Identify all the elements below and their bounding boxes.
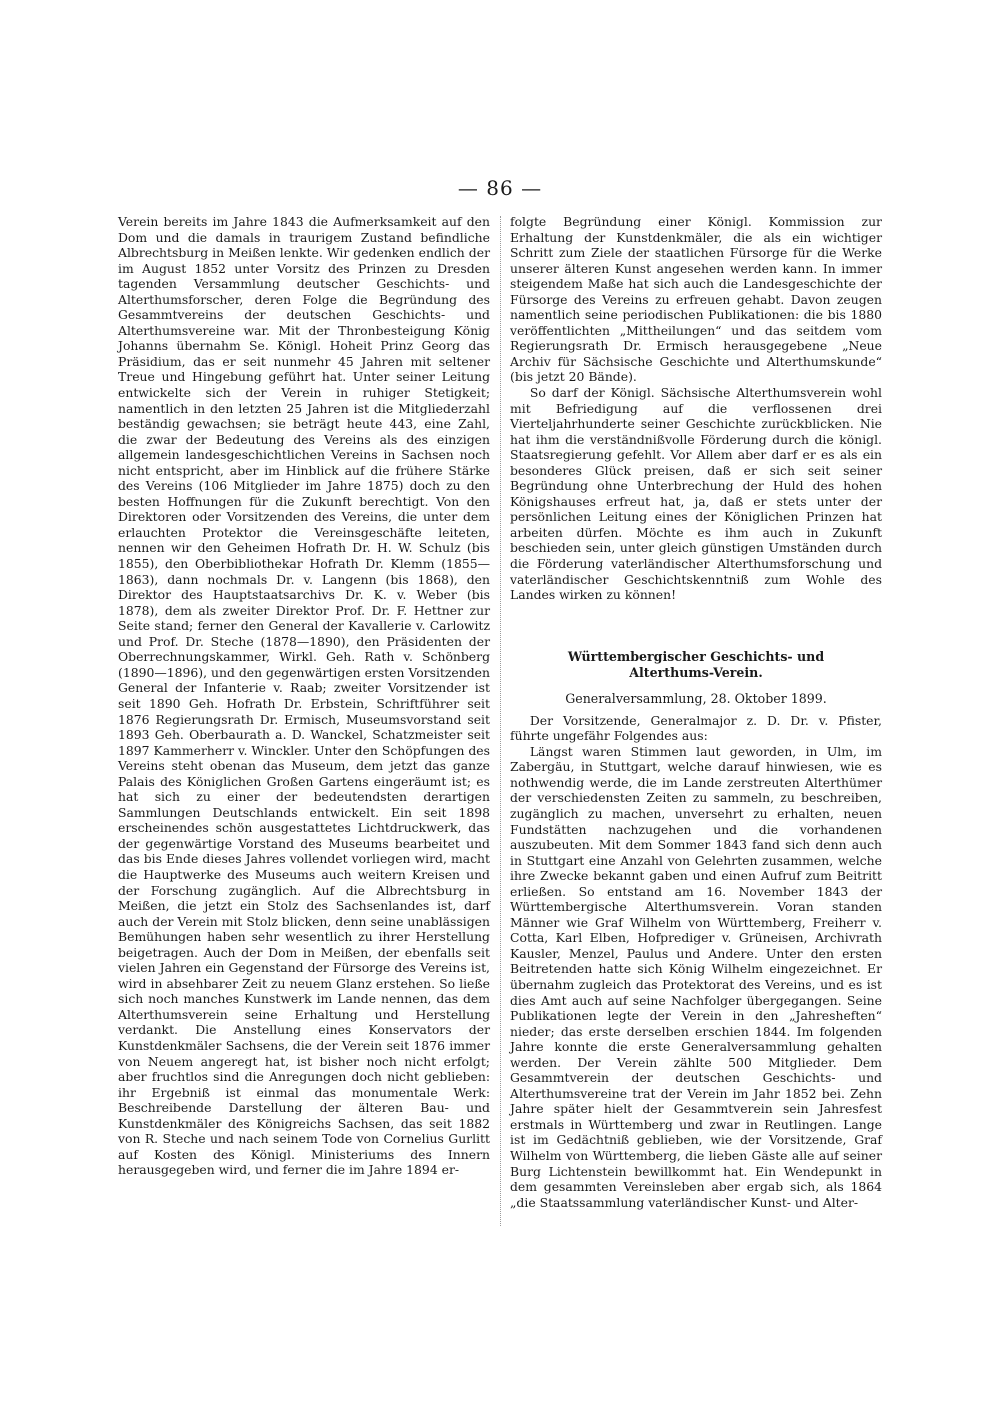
right-paragraph-2: So darf der Königl. Sächsische Alterthumsverein wohl mit Befriedigung auf die verflossenen drei Vierteljahrhunderte seiner Geschichte zurückblicken. Nie hat ihm die verständnißvolle Förderung durch die königl. Staatsregierung gefehlt. Vor Allem aber darf er es als ein besonderes Glück preisen, daß er sich seit seiner Begründung ohne Unterbrechung der Huld des hohen Königshauses erfreut hat, ja, daß er stets unter der persönlichen Leitung eines der Königlichen Prinzen hat arbeiten dürfen. Möchte es ihm auch in Zukunft beschieden sein, unter gleich günstigen Umständen durch die Förderung vaterländischer Alterthumsforschung und vaterländischer Geschichtskenntniß zum Wohle des Landes wirken zu können!: [510, 385, 882, 603]
left-paragraph-1: Verein bereits im Jahre 1843 die Aufmerksamkeit auf den Dom und die damals in traurigem Zustand befindliche Albrechtsburg in Meißen lenkte. Wir gedenken endlich der im August 1852 unter Vorsitz des Prinzen zu Dresden tagenden Versammlung deutscher Geschichts- und Alterthumsforscher, deren Folge die Begründung des Gesammtvereins der deutschen Geschichts- und Alterthumsvereine war. Mit der Thronbesteigung König Johanns übernahm Se. Königl. Hoheit Prinz Georg das Präsidium, das er seit nunmehr 45 Jahren mit seltener Treue und Hingebung geführt hat. Unter seiner Leitung entwickelte sich der Verein in ruhiger Stetigkeit; namentlich in den letzten 25 Jahren ist die Mitgliederzahl beständig gewachsen; sie beträgt heute 443, eine Zahl, die zwar der Bedeutung des Vereins als des einzigen allgemein landesgeschichtlichen Vereins in Sachsen noch nicht entspricht, aber im Hinblick auf die frühere Stärke des Vereins (106 Mitglieder im Jahre 1875) doch zu den besten Hoffnungen für die Zukunft berechtigt. Von den Direktoren oder Vorsitzenden des Vereins, die unter dem erlauchten Protektor die Vereinsgeschäfte leiteten, nennen wir den Geheimen Hofrath Dr. H. W. Schulz (bis 1855), den Oberbibliothekar Hofrath Dr. Klemm (1855—1863), dann nochmals Dr. v. Langenn (bis 1868), den Direktor des Hauptstaatsarchivs Dr. K. v. Weber (bis 1878), dem als zweiter Direktor Prof. Dr. F. Hettner zur Seite stand; ferner den General der Kavallerie v. Carlowitz und Prof. Dr. Steche (1878—1890), den Präsidenten der Oberrechnungskammer, Wirkl. Geh. Rath v. Schönberg (1890—1896), und den gegenwärtigen ersten Vorsitzenden General der Infanterie v. Raab; zweiter Vorsitzender ist seit 1890 Geh. Hofrath Dr. Erbstein, Schriftführer seit 1876 Regierungsrath Dr. Ermisch, Museumsvorstand seit 1893 Geh. Oberbaurath a. D. Wanckel, Schatzmeister seit 1897 Kammerherr v. Winckler. Unter den Schöpfungen des Vereins steht obenan das Museum, dem jetzt das ganze Palais des Königlichen Großen Gartens eingeräumt ist; es hat sich zu einer der bedeutendsten derartigen Sammlungen Deutschlands entwickelt. Ein seit 1898 erscheinendes schön ausgestattetes Lichtdruckwerk, das der gegenwärtige Vorstand des Museums bearbeitet und das bis Ende dieses Jahres vollendet vorliegen wird, macht die Hauptwerke des Museums auch weitern Kreisen und der Forschung zugänglich. Auf die Albrechtsburg in Meißen, die jetzt ein Stolz des Sachsenlandes ist, darf auch der Verein mit Stolz blicken, denn seine unablässigen Bemühungen haben sehr wesentlich zu ihrer Herstellung beigetragen. Auch der Dom in Meißen, der ebenfalls seit vielen Jahren ein Gegenstand der Fürsorge des Vereins ist, wird in absehbarer Zeit zu neuem Glanz erstehen. So ließe sich noch manches Kunstwerk im Lande nennen, das dem Alterthumsverein seine Erhaltung und Herstellung verdankt. Die Anstellung eines Konservators der Kunstdenkmäler Sachsens, die der Verein seit 1876 immer von Neuem angeregt hat, ist bisher noch nicht erfolgt; aber fruchtlos sind die Anregungen doch nicht geblieben: ihr Ergebniß ist einmal das monumentale Werk: Beschreibende Darstellung der älteren Bau- und Kunstdenkmäler des Königreichs Sachsen, das seit 1882 von R. Steche und nach seinem Tode von Cornelius Gurlitt auf Kosten des Königl. Ministeriums des Innern herausgegeben wird, und ferner die im Jahre 1894 er-: [118, 214, 490, 1178]
section-paragraph-2: Längst waren Stimmen laut geworden, in Ulm, im Zabergäu, in Stuttgart, welche darauf hinwiesen, wie es nothwendig werde, die im Lande zerstreuten Alterthümer der verschiedensten Zeiten zu sammeln, zu beschreiben, zugänglich zu machen, unversehrt zu erhalten, neuen Fundstätten nachzugehen und die vorhandenen auszubeuten. Mit dem Sommer 1843 fand sich denn auch in Stuttgart eine Anzahl von Gelehrten zusammen, welche ihre Zwecke bekannt gaben und einen Aufruf zum Beitritt erließen. So entstand am 16. November 1843 der Württembergische Alterthumsverein. Voran standen Männer wie Graf Wilhelm von Württemberg, Freiherr v. Cotta, Karl Elben, Hofprediger v. Grüneisen, Archivrath Kausler, Menzel, Paulus und Andere. Unter den ersten Beitretenden hatte sich König Wilhelm eingezeichnet. Er übernahm zugleich das Protektorat des Vereins, und es ist dies Amt auch auf seine Nachfolger übergegangen. Seine Publikationen legte der Verein in den „Jahresheften“ nieder; das erste derselben erschien 1844. Im folgenden Jahre konnte die erste Generalversammlung gehalten werden. Der Verein zählte 500 Mitglieder. Dem Gesammtverein der deutschen Geschichts- und Alterthumsvereine trat der Verein im Jahr 1852 bei. Zehn Jahre später hielt der Gesammtverein sein Jahresfest erstmals in Württemberg und zwar in Reutlingen. Lange ist im Gedächtniß geblieben, wie der Vorsitzende, Graf Wilhelm von Württemberg, die lieben Gäste alle auf seiner Burg Lichtenstein bewillkommt hat. Ein Wendepunkt in dem gesammten Vereinsleben aber ergab sich, als 1864 „die Staatssammlung vaterländischer Kunst- und Alter-: [510, 743, 882, 1210]
page-number: — 86 —: [457, 176, 543, 200]
section-spacer: [510, 603, 882, 649]
right-column: [510, 214, 882, 1210]
right-paragraph-1: folgte Begründung einer Königl. Kommission zur Erhaltung der Kunstdenkmäler, die als ein wichtiger Schritt zum Ziele der staatlichen Fürsorge für die Werke unserer älteren Kunst angesehen werden kann. In immer steigendem Maße hat sich auch die Landesgeschichte der Fürsorge des Vereins zu erfreuen gehabt. Davon zeugen namentlich seine periodischen Publikationen: die bis 1880 veröffentlichten „Mittheilungen“ und das seitdem vom Regierungsrath Dr. Ermisch herausgegebene „Neue Archiv für Sächsische Geschichte und Alterthumskunde“ (bis jetzt 20 Bände).: [510, 214, 882, 385]
section-heading: Württembergischer Geschichts- und Alterthums-Verein.: [567, 648, 825, 680]
left-column: [118, 214, 490, 1178]
section-paragraph-1: Der Vorsitzende, Generalmajor z. D. Dr. v. Pfister, führte ungefähr Folgendes aus:: [510, 712, 882, 744]
column-divider: [500, 216, 501, 1226]
section-subheading: Generalversammlung, 28. Oktober 1899.: [565, 690, 827, 706]
